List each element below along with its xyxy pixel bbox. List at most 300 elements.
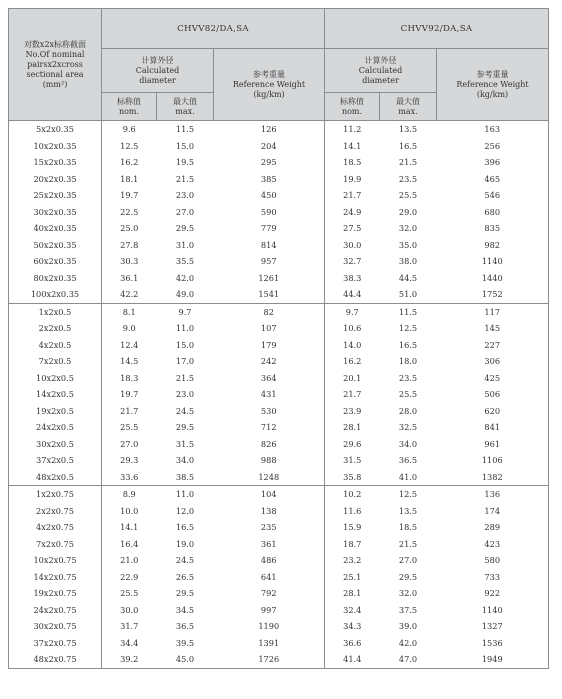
row-size-cell: 1x2x0.75 [9, 486, 102, 503]
row-size-cell: 19x2x0.5 [9, 403, 102, 420]
header-line: 最大值 [173, 96, 197, 106]
row-size-cell: 20x2x0.35 [9, 171, 102, 188]
table-cell: 14.5 [102, 353, 157, 370]
table-cell: 957 [214, 253, 325, 270]
table-cell: 423 [437, 536, 549, 553]
table-cell: 9.7 [157, 303, 214, 320]
table-cell: 31.7 [102, 618, 157, 635]
table-cell: 10.2 [325, 486, 380, 503]
table-cell: 1248 [214, 469, 325, 486]
table-cell: 17.0 [175, 356, 195, 366]
table-cell: 41.4 [325, 651, 380, 668]
header-nom-92 [325, 93, 380, 121]
row-size-cell: 14x2x0.5 [9, 386, 102, 403]
table-cell: 14.0 [325, 337, 380, 354]
table-cell: 24.5 [175, 405, 195, 416]
table-cell: 1440 [437, 270, 549, 287]
table-cell: 36.5 [398, 455, 418, 465]
table-cell: 42.0 [398, 637, 418, 648]
table-row [9, 486, 549, 503]
table-cell: 21.7 [102, 403, 157, 420]
table-cell: 138 [214, 503, 325, 520]
table-cell: 826 [214, 436, 325, 453]
table-cell: 18.3 [102, 370, 157, 387]
table-cell: 997 [214, 602, 325, 619]
table-cell: 14.1 [325, 138, 380, 155]
table-row [9, 303, 549, 320]
table-cell: 19.0 [175, 538, 195, 549]
table-cell: 34.4 [102, 635, 157, 652]
table-cell: 117 [437, 303, 549, 320]
table-cell: 13.5 [398, 505, 418, 516]
table-cell: 179 [214, 337, 325, 354]
row-size-cell: 19x2x0.75 [9, 585, 102, 602]
table-cell: 922 [437, 585, 549, 602]
row-size-cell: 1x2x0.5 [9, 303, 102, 320]
header-diameter-82 [102, 49, 214, 93]
row-size-cell: 2x2x0.5 [9, 320, 102, 337]
table-cell: 12.5 [102, 138, 157, 155]
table-row [9, 452, 549, 469]
table-row [9, 337, 549, 354]
table-cell: 835 [437, 220, 549, 237]
table-cell: 530 [214, 403, 325, 420]
row-size-cell: 14x2x0.75 [9, 569, 102, 586]
header-line: No.Of nominal [25, 49, 85, 59]
table-cell: 25.5 [398, 190, 418, 200]
table-cell: 38.0 [398, 256, 418, 266]
table-cell: 18.5 [325, 154, 380, 171]
header-line: (kg/km) [253, 89, 285, 99]
table-cell: 18.1 [102, 171, 157, 188]
row-size-cell: 7x2x0.5 [9, 353, 102, 370]
table-cell: 1752 [437, 286, 549, 303]
table-cell: 11.2 [325, 121, 380, 138]
table-cell: 31.0 [175, 239, 195, 250]
row-size-cell: 37x2x0.75 [9, 635, 102, 652]
table-cell: 16.5 [175, 522, 195, 532]
table-cell: 29.5 [175, 422, 195, 432]
table-cell: 22.9 [102, 569, 157, 586]
header-weight-82 [214, 49, 325, 121]
table-row [9, 154, 549, 171]
table-cell: 256 [437, 138, 549, 155]
table-cell: 25.5 [398, 389, 418, 399]
table-cell: 779 [214, 220, 325, 237]
row-size-cell: 50x2x0.35 [9, 237, 102, 254]
table-row [9, 469, 549, 486]
table-cell: 25.0 [102, 220, 157, 237]
table-cell: 18.5 [398, 522, 418, 532]
table-row [9, 569, 549, 586]
header-line: diameter [139, 75, 176, 85]
table-cell: 450 [214, 187, 325, 204]
table-cell: 27.8 [102, 237, 157, 254]
table-cell: 38.5 [157, 469, 214, 486]
table-row [9, 536, 549, 553]
table-cell: 174 [437, 503, 549, 520]
row-size-cell: 48x2x0.75 [9, 651, 102, 668]
table-cell: 1190 [214, 618, 325, 635]
header-line: nom. [118, 106, 140, 116]
table-cell: 14.1 [102, 519, 157, 536]
table-cell: 23.5 [398, 173, 418, 184]
table-cell: 1261 [214, 270, 325, 287]
header-line: nom. [341, 106, 363, 116]
header-line: 最大值 [396, 96, 420, 106]
row-size-cell: 25x2x0.35 [9, 187, 102, 204]
table-cell: 23.0 [175, 389, 195, 399]
table-cell: 29.5 [175, 588, 195, 598]
table-cell: 1536 [437, 635, 549, 652]
table-cell: 1382 [437, 469, 549, 486]
table-cell: 32.5 [398, 422, 418, 432]
table-cell: 9.7 [325, 303, 380, 320]
table-cell: 10.0 [102, 503, 157, 520]
header-line: (mm²) [42, 79, 68, 89]
table-cell: 35.8 [325, 469, 380, 486]
table-cell: 733 [437, 569, 549, 586]
table-cell: 30.0 [325, 237, 380, 254]
table-cell: 988 [214, 452, 325, 469]
section-035 [9, 121, 549, 304]
table-cell: 16.2 [325, 353, 380, 370]
table-row [9, 618, 549, 635]
table-cell: 364 [214, 370, 325, 387]
header-line: (kg/km) [476, 89, 509, 99]
table-cell: 33.6 [102, 469, 157, 486]
header-line: Reference Weight [232, 79, 306, 89]
table-cell: 295 [214, 154, 325, 171]
table-row [9, 237, 549, 254]
table-cell: 8.9 [102, 486, 157, 503]
table-cell: 21.0 [102, 552, 157, 569]
table-cell: 19.5 [175, 157, 195, 167]
table-cell: 289 [437, 519, 549, 536]
row-size-cell: 60x2x0.35 [9, 253, 102, 270]
table-cell: 11.0 [175, 323, 195, 333]
table-cell: 814 [214, 237, 325, 254]
table-cell: 11.5 [157, 121, 214, 138]
table-cell: 23.9 [325, 403, 380, 420]
row-size-cell: 100x2x0.35 [9, 286, 102, 303]
table-row [9, 602, 549, 619]
table-cell: 1726 [214, 651, 325, 668]
table-cell: 11.6 [325, 503, 380, 520]
table-header [9, 9, 549, 121]
table-cell: 25.5 [102, 419, 157, 436]
row-size-cell: 30x2x0.35 [9, 204, 102, 221]
table-cell: 13.5 [380, 121, 437, 138]
table-cell: 16.5 [398, 140, 418, 151]
table-row [9, 419, 549, 436]
row-size-cell: 10x2x0.75 [9, 552, 102, 569]
table-cell: 12.0 [175, 505, 195, 516]
table-cell: 11.5 [380, 303, 437, 320]
header-nom-82 [102, 93, 157, 121]
table-cell: 431 [214, 386, 325, 403]
table-cell: 227 [437, 337, 549, 354]
table-cell: 30.3 [102, 253, 157, 270]
row-size-cell: 10x2x0.5 [9, 370, 102, 387]
table-cell: 15.9 [325, 519, 380, 536]
table-cell: 42.0 [175, 272, 195, 283]
table-row [9, 353, 549, 370]
table-cell: 620 [437, 403, 549, 420]
table-cell: 1391 [214, 635, 325, 652]
table-cell: 35.0 [398, 239, 418, 250]
table-row [9, 386, 549, 403]
table-cell: 44.4 [325, 286, 380, 303]
table-cell: 9.6 [102, 121, 157, 138]
table-cell: 44.5 [398, 272, 418, 283]
table-cell: 8.1 [102, 303, 157, 320]
table-row [9, 552, 549, 569]
header-line: pairsx2xcross [27, 59, 83, 69]
table-cell: 29.6 [325, 436, 380, 453]
table-cell: 25.1 [325, 569, 380, 586]
group-title-chvv92: CHVV92/DA,SA [325, 9, 549, 49]
table-cell: 21.5 [175, 173, 195, 184]
table-cell: 104 [214, 486, 325, 503]
row-size-cell: 4x2x0.5 [9, 337, 102, 354]
header-line: sectional area [26, 69, 84, 79]
table-cell: 16.2 [102, 154, 157, 171]
table-cell: 21.5 [398, 157, 418, 167]
table-cell: 19.9 [325, 171, 380, 188]
table-row [9, 204, 549, 221]
header-line: 参考重量 [253, 69, 285, 79]
table-cell: 18.7 [325, 536, 380, 553]
table-cell: 546 [437, 187, 549, 204]
table-cell: 19.7 [102, 386, 157, 403]
header-line: Calculated [358, 65, 403, 75]
table-cell: 24.5 [175, 555, 195, 565]
table-cell: 29.3 [102, 452, 157, 469]
header-line: diameter [362, 75, 399, 85]
section-075 [9, 486, 549, 669]
table-cell: 712 [214, 419, 325, 436]
cable-spec-table [8, 8, 549, 669]
table-cell: 1140 [437, 602, 549, 619]
table-row [9, 220, 549, 237]
table-row [9, 138, 549, 155]
header-line: 标称值 [340, 96, 364, 106]
row-size-cell: 2x2x0.75 [9, 503, 102, 520]
header-pair-size [9, 9, 102, 121]
table-cell: 31.5 [175, 438, 195, 449]
row-size-cell: 48x2x0.5 [9, 469, 102, 486]
row-size-cell: 24x2x0.5 [9, 419, 102, 436]
table-cell: 28.0 [398, 405, 418, 416]
table-cell: 27.0 [398, 555, 418, 565]
table-cell: 136 [437, 486, 549, 503]
header-line: 计算外径 [141, 55, 174, 65]
table-cell: 19.7 [102, 187, 157, 204]
table-cell: 27.0 [102, 436, 157, 453]
table-cell: 25.5 [102, 585, 157, 602]
table-cell: 27.5 [325, 220, 380, 237]
header-max-92 [380, 93, 437, 121]
table-cell: 36.6 [325, 635, 380, 652]
table-cell: 10.6 [325, 320, 380, 337]
table-row [9, 270, 549, 287]
table-cell: 9.0 [102, 320, 157, 337]
header-max-82 [157, 93, 214, 121]
table-cell: 38.3 [325, 270, 380, 287]
table-cell: 11.0 [157, 486, 214, 503]
group-title-chvv82: CHVV82/DA,SA [102, 9, 325, 49]
table-row [9, 403, 549, 420]
table-row [9, 253, 549, 270]
table-cell: 51.0 [380, 286, 437, 303]
header-diameter-92 [325, 49, 437, 93]
table-row [9, 635, 549, 652]
table-cell: 34.0 [398, 438, 418, 449]
table-cell: 34.3 [325, 618, 380, 635]
table-row [9, 187, 549, 204]
table-cell: 1106 [437, 452, 549, 469]
table-cell: 841 [437, 419, 549, 436]
header-line: 参考重量 [476, 69, 509, 79]
table-cell: 23.5 [398, 372, 418, 383]
row-size-cell: 80x2x0.35 [9, 270, 102, 287]
table-row [9, 121, 549, 138]
table-cell: 1541 [214, 286, 325, 303]
table-cell: 36.1 [102, 270, 157, 287]
table-row [9, 519, 549, 536]
table-cell: 41.0 [380, 469, 437, 486]
row-size-cell: 24x2x0.75 [9, 602, 102, 619]
table-row [9, 585, 549, 602]
table-cell: 39.5 [175, 637, 195, 648]
table-cell: 21.5 [175, 372, 195, 383]
header-line: 计算外径 [364, 55, 397, 65]
table-cell: 20.1 [325, 370, 380, 387]
table-cell: 961 [437, 436, 549, 453]
table-cell: 982 [437, 237, 549, 254]
table-cell: 28.1 [325, 585, 380, 602]
table-cell: 30.0 [102, 602, 157, 619]
table-cell: 39.0 [398, 621, 418, 631]
table-cell: 29.0 [398, 206, 418, 217]
table-cell: 32.0 [398, 223, 418, 233]
table-cell: 580 [437, 552, 549, 569]
header-line: 对数x2x标称截面 [23, 39, 87, 49]
header-line: max. [398, 106, 418, 116]
table-cell: 22.5 [102, 204, 157, 221]
table-row [9, 171, 549, 188]
table-cell: 235 [214, 519, 325, 536]
table-cell: 12.4 [102, 337, 157, 354]
row-size-cell: 30x2x0.75 [9, 618, 102, 635]
row-size-cell: 37x2x0.5 [9, 452, 102, 469]
table-cell: 385 [214, 171, 325, 188]
table-cell: 792 [214, 585, 325, 602]
table-cell: 29.5 [398, 571, 418, 582]
table-cell: 425 [437, 370, 549, 387]
table-cell: 28.1 [325, 419, 380, 436]
table-cell: 12.5 [398, 323, 418, 333]
table-cell: 24.9 [325, 204, 380, 221]
table-row [9, 370, 549, 387]
table-cell: 82 [214, 303, 325, 320]
table-cell: 47.0 [380, 651, 437, 668]
table-cell: 29.5 [175, 223, 195, 233]
table-cell: 23.2 [325, 552, 380, 569]
header-line: max. [175, 106, 195, 116]
table-cell: 465 [437, 171, 549, 188]
table-cell: 680 [437, 204, 549, 221]
table-cell: 506 [437, 386, 549, 403]
row-size-cell: 30x2x0.5 [9, 436, 102, 453]
table-cell: 15.0 [175, 339, 195, 350]
table-cell: 34.5 [175, 604, 195, 615]
table-cell: 204 [214, 138, 325, 155]
table-cell: 1327 [437, 618, 549, 635]
table-cell: 361 [214, 536, 325, 553]
table-cell: 18.0 [398, 356, 418, 366]
table-cell: 396 [437, 154, 549, 171]
table-cell: 49.0 [157, 286, 214, 303]
table-cell: 34.0 [175, 455, 195, 465]
table-cell: 12.5 [380, 486, 437, 503]
row-size-cell: 5x2x0.35 [9, 121, 102, 138]
table-cell: 1140 [437, 253, 549, 270]
header-line: Calculated [135, 65, 180, 75]
row-size-cell: 4x2x0.75 [9, 519, 102, 536]
table-row [9, 651, 549, 668]
table-cell: 27.0 [175, 206, 195, 217]
table-cell: 26.5 [175, 571, 195, 582]
table-cell: 242 [214, 353, 325, 370]
header-line: 标称值 [117, 96, 141, 106]
table-cell: 16.5 [398, 339, 418, 350]
table-cell: 126 [214, 121, 325, 138]
table-cell: 107 [214, 320, 325, 337]
table-cell: 590 [214, 204, 325, 221]
table-cell: 21.7 [325, 187, 380, 204]
table-cell: 21.7 [325, 386, 380, 403]
header-line: Reference Weight [456, 79, 529, 89]
table-cell: 486 [214, 552, 325, 569]
table-cell: 641 [214, 569, 325, 586]
table-cell: 42.2 [102, 286, 157, 303]
table-cell: 31.5 [325, 452, 380, 469]
table-row [9, 320, 549, 337]
table-row [9, 436, 549, 453]
table-cell: 21.5 [398, 538, 418, 549]
table-cell: 1949 [437, 651, 549, 668]
table-cell: 32.4 [325, 602, 380, 619]
table-cell: 35.5 [175, 256, 195, 266]
header-weight-92 [437, 49, 549, 121]
table-cell: 163 [437, 121, 549, 138]
table-cell: 15.0 [175, 140, 195, 151]
row-size-cell: 7x2x0.75 [9, 536, 102, 553]
table-row [9, 503, 549, 520]
row-size-cell: 10x2x0.35 [9, 138, 102, 155]
section-05 [9, 303, 549, 486]
table-row [9, 286, 549, 303]
table-cell: 32.0 [398, 588, 418, 598]
table-cell: 36.5 [175, 621, 195, 631]
table-cell: 39.2 [102, 651, 157, 668]
table-cell: 23.0 [175, 190, 195, 200]
table-cell: 37.5 [398, 604, 418, 615]
table-cell: 45.0 [157, 651, 214, 668]
table-cell: 306 [437, 353, 549, 370]
